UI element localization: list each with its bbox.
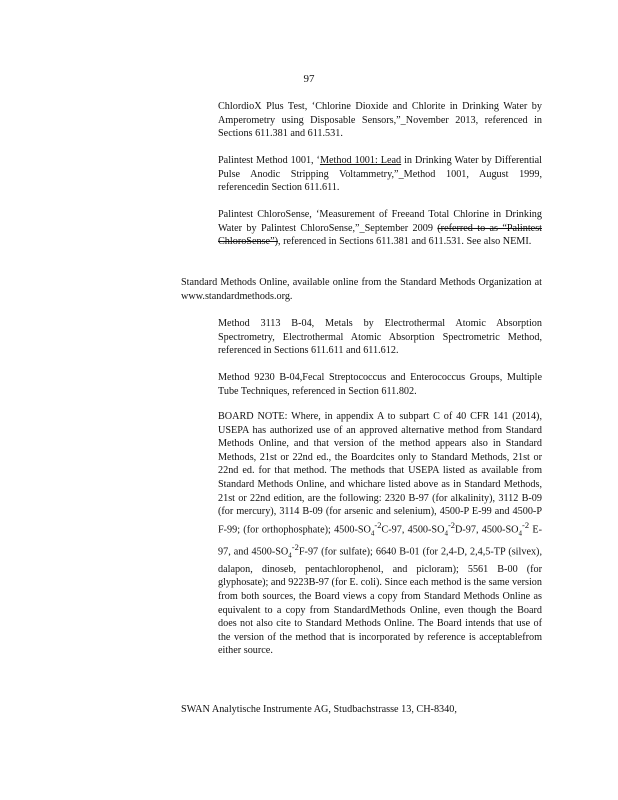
page-number: 97 <box>303 73 315 85</box>
sulfate-charge: -2 <box>374 519 382 530</box>
palintest-1001-underlined-title: Method 1001: Lead <box>319 155 402 166</box>
sulfate-subscript: 4 <box>518 529 523 538</box>
sulfate-charge: -2 <box>447 519 456 530</box>
standard-methods-online-entry: Standard Methods Online, available online from the Standard Methods Organization at www.standardmethods.org. <box>181 277 542 302</box>
board-note-text-4: E-97, and 4500-SO <box>218 524 542 558</box>
sulfate-charge: -2 <box>522 519 530 530</box>
palintest-1001-text-start: Palintest Method 1001, ‘ <box>218 155 320 166</box>
sulfate-subscript: 4 <box>288 551 292 560</box>
board-note-text-5: F-97 (for sulfate); 6640 B-01 (for 2,4-D, 2,4,5-TP (silvex), dalapon, dinoseb, pentachlorophenol, and picloram); 5561 B-00 (for glyphosate); and 9223B-97 (for E. coli). Since each method is the same version from both sources, the Board views a copy from Standard Methods Online as equivalent to a copy from StandardMethods Online, even though the Board does not also cite to Standard Methods Online. The Board intends that use of the version of the method that is incorporated by reference is acceptablefrom either source. <box>218 546 542 657</box>
sulfate-subscript: 4 <box>444 529 448 538</box>
swan-reference: SWAN Analytische Instrumente AG, Studbachstrasse 13, CH-8340, <box>181 704 457 715</box>
chlorosense-text-end: , referenced in Sections 611.381 and 611.531. See also NEMI. <box>277 236 532 248</box>
method-9230-reference: Method 9230 B-04,Fecal Streptococcus and Enterococcus Groups, Multiple Tube Techniques, referenced in Section 611.802. <box>218 372 542 397</box>
method-3113-reference: Method 3113 B-04, Metals by Electrothermal Atomic Absorption Spectrometry, Electrothermal Atomic Absorption Spectrometric Method, referenced in Sections 611.611 and 611.612. <box>218 318 542 357</box>
board-note-text-1: BOARD NOTE: Where, in appendix A to subpart C of 40 CFR 141 (2014), USEPA has authorized use of an approved alternative method from Standard Methods Online, and that version of the method appears also in Standard Methods, 21st or 22nd ed., the Boardcites only to Standard Methods, 21st or 22nd ed. for that method. The methods that USEPA listed as available from Standard Methods Online, and whichare listed above as in Standard Methods, 21st or 22nd edition, are the following: 2320 B-97 (for alkalinity), 3112 B-09 (for mercury), 3114 B-09 (for arsenic and selenium), 4500-P E-99 and 4500-P F-99; (for orthophosphate); 4500-SO <box>218 411 542 536</box>
board-note-text-2: C-97, 4500-SO <box>381 524 445 536</box>
sulfate-charge: -2 <box>291 541 299 552</box>
chlorosense-text-start: Palintest ChloroSense, ‘Measurement of Freeand Total Chlorine in Drinking Water by Palintest ChloroSense,”_September 2009 <box>218 209 542 234</box>
chlorosense-struck-text: (referred to as “Palintest ChloroSense”) <box>218 222 542 248</box>
palintest-method-1001-reference <box>218 154 542 195</box>
palintest-chlorosense-reference <box>218 208 542 249</box>
board-note <box>218 410 542 658</box>
board-note-text-3: D-97, 4500-SO <box>455 524 519 536</box>
chlordiox-reference: ChlordioX Plus Test, ‘Chlorine Dioxide and Chlorite in Drinking Water by Amperometry using Disposable Sensors,”_November 2013, referenced in Sections 611.381 and 611.531. <box>218 101 542 140</box>
sulfate-subscript: 4 <box>370 529 375 538</box>
palintest-1001-text-end: in Drinking Water by Differential Pulse Anodic Stripping Voltammetry,”_Method 1001, August 1999, referencedin Section 611.611. <box>218 155 542 194</box>
